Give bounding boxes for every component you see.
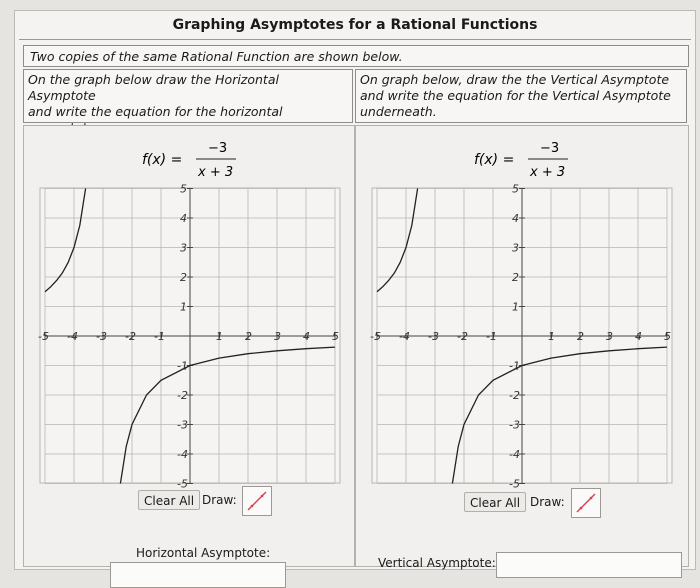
x-tick-label: 5 [664,330,671,343]
y-tick-label: -2 [177,389,188,402]
x-tick-label: 1 [548,330,555,343]
instruction-line: On the graph below draw the Horizontal Asymptote [28,72,279,103]
y-tick-label: 4 [512,212,519,225]
instruction-line: underneath. [360,104,437,119]
formula-denominator: x + 3 [530,165,566,180]
instruction-line: On graph below, draw the the Vertical Asymptote [360,72,670,87]
instruction-line: and write the equation for the horizontal [28,104,283,119]
horizontal-asymptote-input[interactable] [110,562,286,588]
formula-lhs: f(x) = [474,152,515,168]
draw-label: Draw: [202,493,237,507]
y-tick-label: -3 [177,418,188,432]
x-tick-label: -4 [67,330,78,343]
draw-label: Draw: [530,495,565,509]
x-tick-label: -3 [428,330,439,343]
y-tick-label: -5 [177,477,188,491]
x-tick-label: -5 [370,330,381,343]
title-divider [19,39,691,40]
x-tick-label: -4 [399,330,410,343]
page-title: Graphing Asymptotes for a Rational Functions [172,17,538,33]
line-draw-tool-button[interactable] [242,486,272,516]
instructions-left [23,69,353,123]
line-tool-icon [243,487,271,515]
clear-all-button[interactable]: Clear All [138,490,200,510]
x-tick-label: -3 [96,330,107,343]
clear-all-button[interactable]: Clear All [464,492,526,512]
graph-canvas-right[interactable] [370,182,672,491]
y-tick-label: 4 [180,212,187,225]
y-tick-label: 1 [180,300,187,314]
vertical-asymptote-input[interactable] [496,552,682,578]
y-tick-label: 1 [512,300,519,314]
instruction-line: and write the equation for the Vertical Asymptote [360,88,671,103]
y-tick-label: -2 [509,389,520,402]
x-tick-label: -2 [457,330,468,343]
formula-numerator: −3 [540,141,560,156]
x-tick-label: 4 [635,330,642,343]
x-tick-label: 3 [606,330,613,343]
x-tick-label: -1 [486,330,497,343]
x-tick-label: -1 [154,330,165,343]
y-tick-label: -5 [509,477,520,491]
y-tick-label: -1 [509,359,520,373]
y-tick-label: 5 [512,182,519,196]
y-tick-label: -1 [177,359,188,373]
y-tick-label: 5 [180,182,187,196]
x-tick-label: 2 [245,330,252,343]
subtitle-box [23,45,689,67]
y-tick-label: 3 [180,241,187,255]
y-tick-label: -4 [177,448,188,461]
y-tick-label: -3 [509,418,520,432]
graph-canvas-left[interactable] [38,182,340,491]
x-tick-label: 3 [274,330,281,343]
instructions-right [355,69,687,123]
formula-denominator: x + 3 [198,165,234,180]
y-tick-label: 2 [180,271,187,284]
x-tick-label: 1 [216,330,223,343]
x-tick-label: -2 [125,330,136,343]
y-tick-label: -4 [509,448,520,461]
x-tick-label: 5 [332,330,339,343]
subtitle-text: Two copies of the same Rational Function are shown below. [30,49,403,64]
y-tick-label: 2 [512,271,519,284]
formula-numerator: −3 [208,141,228,156]
line-tool-icon [572,489,600,517]
y-tick-label: 3 [512,241,519,255]
vertical-asymptote-panel [355,125,689,570]
function-formula [24,126,354,186]
function-formula [356,126,688,186]
x-tick-label: 2 [577,330,584,343]
problem-frame [14,10,696,570]
horizontal-asymptote-panel [23,125,355,567]
line-draw-tool-button[interactable] [571,488,601,518]
vertical-asymptote-label: Vertical Asymptote: [378,556,496,570]
horizontal-asymptote-label: Horizontal Asymptote: [136,546,271,560]
formula-lhs: f(x) = [142,152,183,168]
x-tick-label: 4 [303,330,310,343]
x-tick-label: -5 [38,330,49,343]
